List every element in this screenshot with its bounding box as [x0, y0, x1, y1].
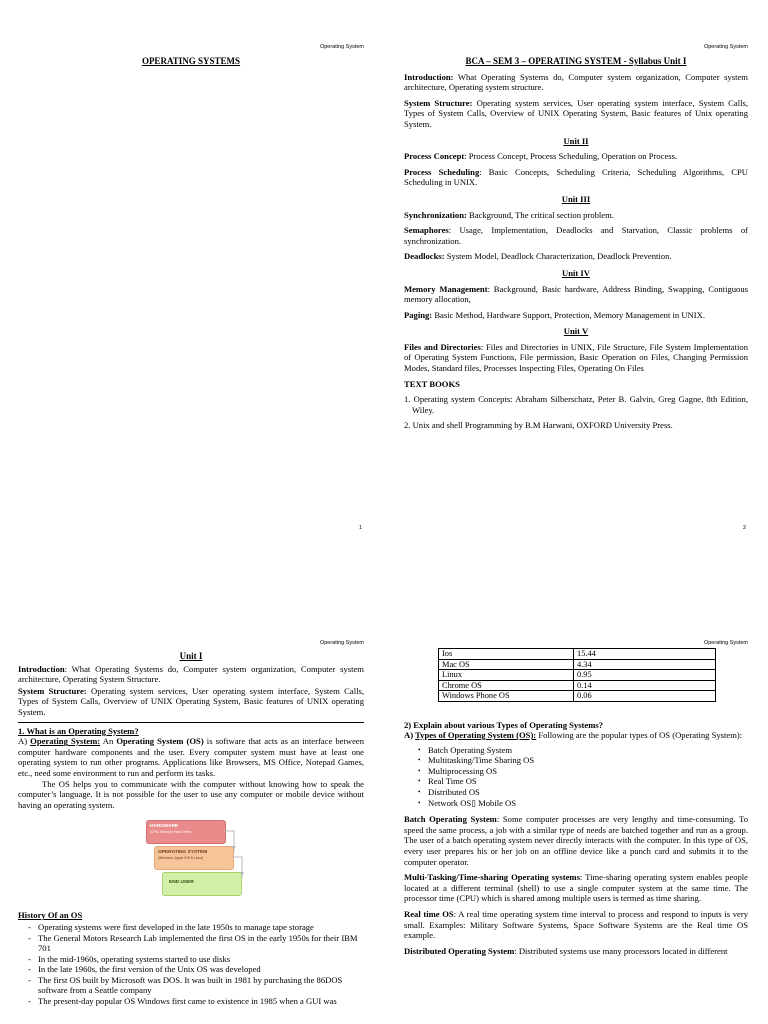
- types-intro-paragraph: A) Types of Operating System (OS): Following are the popular types of OS (Operating System):: [404, 730, 743, 741]
- time-sharing-paragraph: Multi-Tasking/Time-sharing Operating systems: Time-sharing operating system enables people located at a different terminal (shell) to use a single computer system at the same time. The processor time (CPU) which is shared among multiple users is termed as time sharing.: [404, 872, 748, 904]
- table-row: Ios 15.44: [439, 649, 716, 660]
- page-2: [404, 44, 748, 534]
- synchronization-paragraph: Synchronization: Background, The critical section problem.: [404, 209, 614, 220]
- end-user-box: END USER: [162, 872, 242, 896]
- intro-paragraph: Introduction: What Operating Systems do, Computer system organization, Computer system architecture, Operating System Structure.: [18, 663, 364, 685]
- running-header: Operating System: [319, 640, 364, 646]
- unit-2-heading: Unit II: [563, 135, 589, 146]
- table-row: Windows Phone OS 0.06: [439, 691, 716, 702]
- history-list: [18, 922, 364, 1007]
- unit-1-heading: Unit I: [179, 651, 203, 661]
- list-item: • Network OS▯ Mobile OS: [418, 798, 748, 809]
- os-market-share-table: [438, 648, 716, 702]
- unit-5-heading: Unit V: [563, 326, 589, 337]
- unit-3-heading: Unit III: [561, 193, 591, 204]
- structure-paragraph: System Structure: Operating system services, User operating system interface, System Calls, Types of System Calls, Overview of UNIX Operating System, Basic features of UNIX operating System.: [18, 685, 364, 717]
- list-item: - In the mid-1960s, operating systems started to use disks: [28, 954, 364, 965]
- list-item: • Batch Operating System: [418, 745, 748, 756]
- list-item: • Multiprocessing OS: [418, 766, 748, 777]
- os-help-paragraph: The OS helps you to communicate with the computer without knowing how to speak the computer’s language. It is not possible for the user to use any computer or mobile device without having an operating system.: [18, 778, 364, 810]
- list-item: - Operating systems were first developed in the late 1950s to manage tape storage: [28, 922, 364, 933]
- page-number: 2: [742, 525, 746, 532]
- textbooks-heading: TEXT BOOKS: [404, 378, 460, 389]
- os-definition-paragraph: A) Operating System: An Operating System (OS) is software that acts as an interface between computer hardware components and the user. Every computer system must have at least one operating system to run other programs. Applications like Browsers, MS Office, Notepad Games, etc., need some environment to run and perform its tasks.: [18, 736, 364, 778]
- list-item: - The present-day popular OS Windows first came to existence in 1985 when a GUI was: [28, 996, 364, 1007]
- list-item: • Real Time OS: [418, 776, 748, 787]
- page-title: OPERATING SYSTEMS: [141, 56, 241, 66]
- question-2: 2) Explain about various Types of Operating Systems?: [404, 719, 604, 730]
- files-paragraph: Files and Directories: Files and Directories in UNIX, File Structure, File System Implementation of Operating System Functions, File permission, Basic Operation on Files, Changing Permission Modes, Standard files, Processes Inspecting Files, Operating On Files: [404, 341, 748, 374]
- process-scheduling-paragraph: Process Scheduling: Basic Concepts, Scheduling Criteria, Scheduling Algorithms, CPU Scheduling in UNIX.: [404, 166, 748, 188]
- distributed-os-paragraph: Distributed Operating System: Distributed systems use many processors located in different: [404, 945, 728, 956]
- list-item: - The first OS built by Microsoft was DOS. It was built in 1981 by purchasing the 86DOS software from a Seattle company: [28, 975, 364, 996]
- table-row: Mac OS 4.34: [439, 659, 716, 670]
- process-concept-paragraph: Process Concept: Process Concept, Process Scheduling, Operation on Process.: [404, 151, 678, 162]
- textbook-item: 2. Unix and shell Programming by B.M Harwani, OXFORD University Press.: [404, 420, 673, 431]
- list-item: - The General Motors Research Lab implemented the first OS in the early 1950s for their IBM 701: [28, 933, 364, 954]
- deadlocks-paragraph: Deadlocks: System Model, Deadlock Characterization, Deadlock Prevention.: [404, 251, 672, 262]
- textbook-list: [404, 394, 748, 431]
- memory-paragraph: Memory Management: Background, Basic hardware, Address Binding, Swapping, Contiguous memory allocation,: [404, 283, 748, 305]
- intro-paragraph: Introduction: What Operating Systems do, Computer system organization, Computer system architecture, Operating system structure.: [404, 71, 748, 93]
- textbook-item: 1. Operating system Concepts: Abraham Silberschatz, Peter B. Galvin, Greg Gagne, 8th Edition, Wiley.: [404, 394, 748, 415]
- os-types-list: [404, 745, 748, 809]
- semaphores-paragraph: Semaphores: Usage, Implementation, Deadlocks and Starvation, Classic problems of synchronization.: [404, 225, 748, 246]
- list-item: - In the late 1960s, the first version of the Unix OS was developed: [28, 964, 364, 975]
- unit-4-heading: Unit IV: [562, 267, 590, 278]
- history-heading: History Of an OS: [18, 910, 83, 921]
- divider: [18, 722, 364, 723]
- hardware-box: HARDWARE (CPU, Memory, Hard Drive): [146, 820, 226, 844]
- page-4: [404, 640, 748, 1024]
- running-header: Operating System: [703, 640, 748, 646]
- page-number: 1: [358, 525, 362, 532]
- page-1: [18, 44, 364, 534]
- table-row: Chrome OS 0.14: [439, 680, 716, 691]
- page-3: [18, 640, 364, 1024]
- list-item: • Distributed OS: [418, 787, 748, 798]
- structure-paragraph: System Structure: Operating system services, User operating system interface, System Calls, Types of System Calls, Overview of UNIX Operating System, Basic features of Unix operating System.: [404, 97, 748, 129]
- list-item: • Multitasking/Time Sharing OS: [418, 755, 748, 766]
- syllabus-title: BCA – SEM 3 – OPERATING SYSTEM - Syllabus Unit I: [465, 56, 687, 66]
- real-time-os-paragraph: Real time OS: A real time operating system time interval to process and respond to inputs is very small. Examples: Military Software Systems, Space Software Systems are the Real time OS example.: [404, 909, 748, 941]
- os-box: OPERATING SYSTEM (Windows, Apple iOS & Linux): [154, 846, 234, 870]
- running-header: Operating System: [703, 44, 748, 50]
- paging-paragraph: Paging: Basic Method, Hardware Support, Protection, Memory Management in UNIX.: [404, 309, 705, 320]
- question-1: 1. What is an Operating System?: [18, 725, 139, 736]
- table-row: Linux 0.95: [439, 670, 716, 681]
- batch-os-paragraph: Batch Operating System: Some computer processes are very lengthy and time-consuming. To speed the same process, a job with a similar type of needs are batched together and run as a group. The user of a batch operating system never directly interacts with the computer. In this type of OS, every user prepares his or her job on an offline device like a punch card and submits it to the computer operator.: [404, 814, 748, 867]
- running-header: Operating System: [319, 44, 364, 50]
- os-layer-diagram: [146, 820, 266, 904]
- arrow-icon: [224, 820, 254, 894]
